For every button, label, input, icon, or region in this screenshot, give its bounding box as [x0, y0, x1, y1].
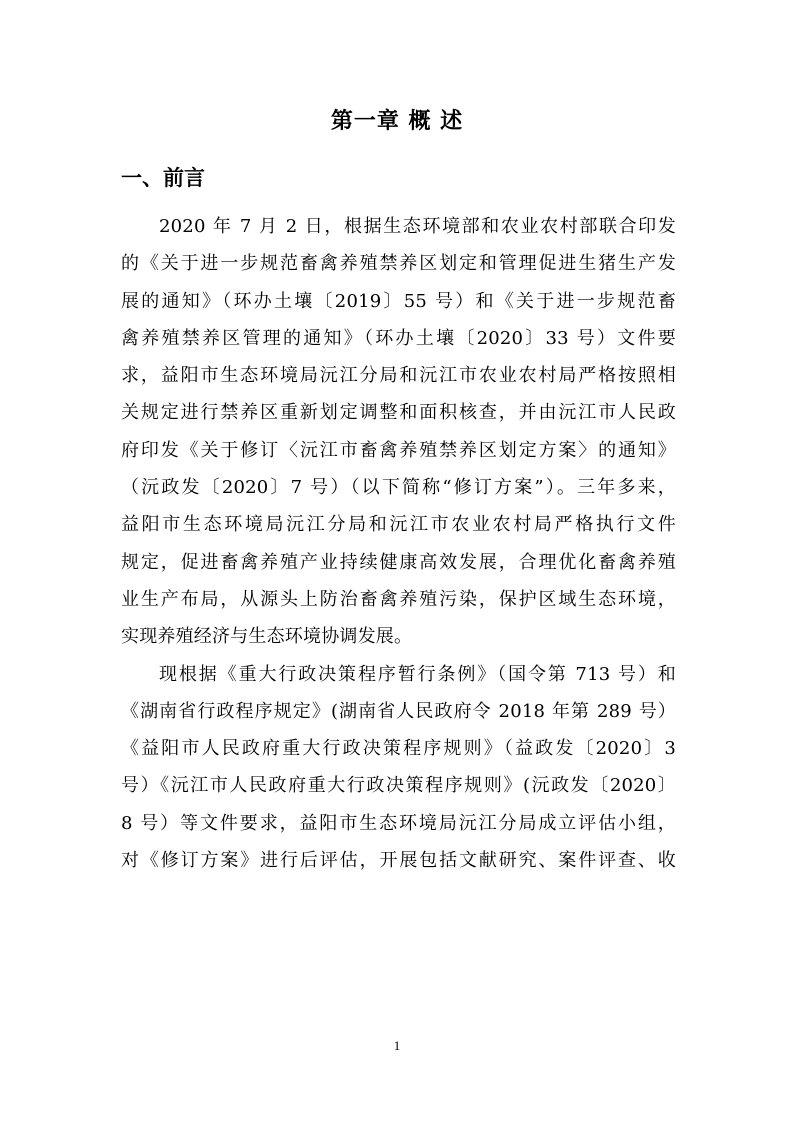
text-line: 规定，促进畜禽养殖产业持续健康高效发展，合理优化畜禽养殖	[121, 551, 676, 573]
page-number: 1	[393, 1038, 401, 1053]
text-line: 《益阳市人民政府重大行政决策程序规则》（益政发〔2020〕3	[121, 738, 676, 760]
text-line: 展的通知》（环办土壤〔2019〕55 号）和《关于进一步规范畜	[121, 290, 676, 312]
text-line: 现根据《重大行政决策程序暂行条例》（国令第 713 号）和	[159, 663, 676, 685]
paragraph-2	[121, 656, 676, 880]
text-line: 2020 年 7 月 2 日，根据生态环境部和农业农村部联合印发	[159, 216, 676, 237]
text-line: （沅政发〔2020〕7 号）（以下简称“修订方案”）。三年多来，	[121, 477, 676, 499]
text-line: 8 号）等文件要求，益阳市生态环境局沅江分局成立评估小组，	[121, 812, 676, 834]
text-line: 禽养殖禁养区管理的通知》（环办土壤〔2020〕33 号）文件要	[121, 327, 676, 349]
text-line: 益阳市生态环境局沅江分局和沅江市农业农村局严格执行文件	[121, 514, 676, 536]
text-line: 号）《沅江市人民政府重大行政决策程序规则》(沅政发〔2020〕	[121, 775, 676, 797]
body-text	[121, 208, 676, 879]
text-line: 关规定进行禁养区重新划定调整和面积核查，并由沅江市人民政	[121, 402, 676, 424]
text-line: 业生产布局，从源头上防治畜禽养殖污染，保护区域生态环境，	[121, 588, 676, 610]
chapter-title: 第一章 概 述	[330, 109, 464, 134]
text-line: 对《修订方案》进行后评估，开展包括文献研究、案件评查、收	[121, 850, 676, 872]
text-line: 的《关于进一步规范畜禽养殖禁养区划定和管理促进生猪生产发	[121, 253, 676, 275]
text-line: 实现养殖经济与生态环境协调发展。	[121, 626, 413, 648]
paragraph-1	[121, 208, 676, 656]
text-line: 求，益阳市生态环境局沅江分局和沅江市农业农村局严格按照相	[121, 365, 676, 387]
text-line: 《湖南省行政程序规定》(湖南省人民政府令 2018 年第 289 号）	[121, 700, 676, 722]
section-title: 一、前言	[121, 166, 205, 190]
text-line: 府印发《关于修订〈沅江市畜禽养殖禁养区划定方案〉的通知》	[121, 439, 676, 461]
